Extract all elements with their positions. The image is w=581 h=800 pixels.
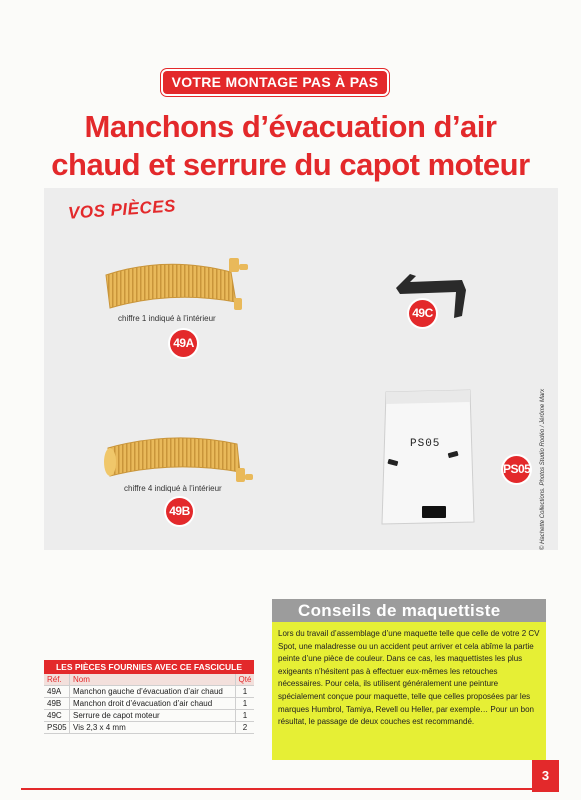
cell-name: Serrure de capot moteur (69, 710, 235, 721)
cell-ref: 49B (47, 699, 62, 708)
table-row (44, 686, 254, 698)
cell-qty: 1 (235, 698, 254, 709)
photo-credit: © Hachette Collections. Photos Studio Rodéo / Jérôme Marx (540, 388, 546, 550)
part-PS05-badge: PS05 (503, 456, 530, 483)
tips-title: Conseils de maquettiste (272, 599, 546, 622)
part-49B-caption: chiffre 4 indiqué à l’intérieur (124, 484, 222, 493)
page-title-line-2: chaud et serrure du capot moteur (51, 147, 530, 182)
page-number: 3 (532, 760, 559, 792)
parts-table-title: LES PIÈCES FOURNIES AVEC CE FASCICULE (44, 660, 254, 674)
page-title-line-1: Manchons d’évacuation d’air (84, 109, 497, 144)
part-49A-caption: chiffre 1 indiqué à l’intérieur (118, 314, 216, 323)
cell-ref: 49A (47, 687, 62, 696)
cell-qty: 1 (235, 686, 254, 697)
table-row (44, 722, 254, 734)
cell-name: Manchon gauche d’évacuation d’air chaud (69, 686, 235, 697)
cell-name: Vis 2,3 x 4 mm (69, 722, 235, 733)
table-row (44, 710, 254, 722)
cell-qty: 1 (235, 710, 254, 721)
section-banner: VOTRE MONTAGE PAS À PAS (163, 71, 387, 94)
part-49B-badge: 49B (166, 498, 193, 525)
part-PS05-bag-image (378, 388, 478, 528)
part-PS05-bag-label: PS05 (410, 438, 441, 450)
parts-photo-panel (44, 188, 558, 550)
cell-ref: PS05 (47, 723, 67, 732)
pieces-heading: VOS PIÈCES (67, 196, 177, 223)
part-49B-image (102, 428, 262, 488)
cell-qty: 2 (235, 722, 254, 733)
parts-table (44, 660, 254, 734)
part-49A-badge: 49A (170, 330, 197, 357)
col-ref-header: Réf. (47, 675, 62, 684)
cell-name: Manchon droit d’évacuation d’air chaud (69, 698, 235, 709)
cell-ref: 49C (47, 711, 62, 720)
parts-table-header (44, 674, 254, 686)
part-49A-image (96, 250, 266, 320)
col-qty-header: Qté (235, 674, 254, 685)
tips-body: Lors du travail d’assemblage d’une maquette telle que celle de votre 2 CV Spot, une maladresse ou un accident peut arriver et cela abîme la partie peinte d’une pièce de couleur. Dans ce cas, les maquettistes les plus exigeants n’hésitent pas à effectuer eux-mêmes les retouches nécessaires. Pour cela, ils utilisent généralement une peinture spécialement conçue pour maquette, telle que celles proposées par les marques Humbrol, Tamiya, Revell ou Heller, par exemple… Pour un bon résultat, le passage de deux couches est recommandé. (272, 622, 546, 760)
footer-rule (21, 788, 532, 790)
part-49C-image (392, 266, 482, 326)
table-row (44, 698, 254, 710)
col-name-header: Nom (69, 674, 235, 685)
part-49C-badge: 49C (409, 300, 436, 327)
